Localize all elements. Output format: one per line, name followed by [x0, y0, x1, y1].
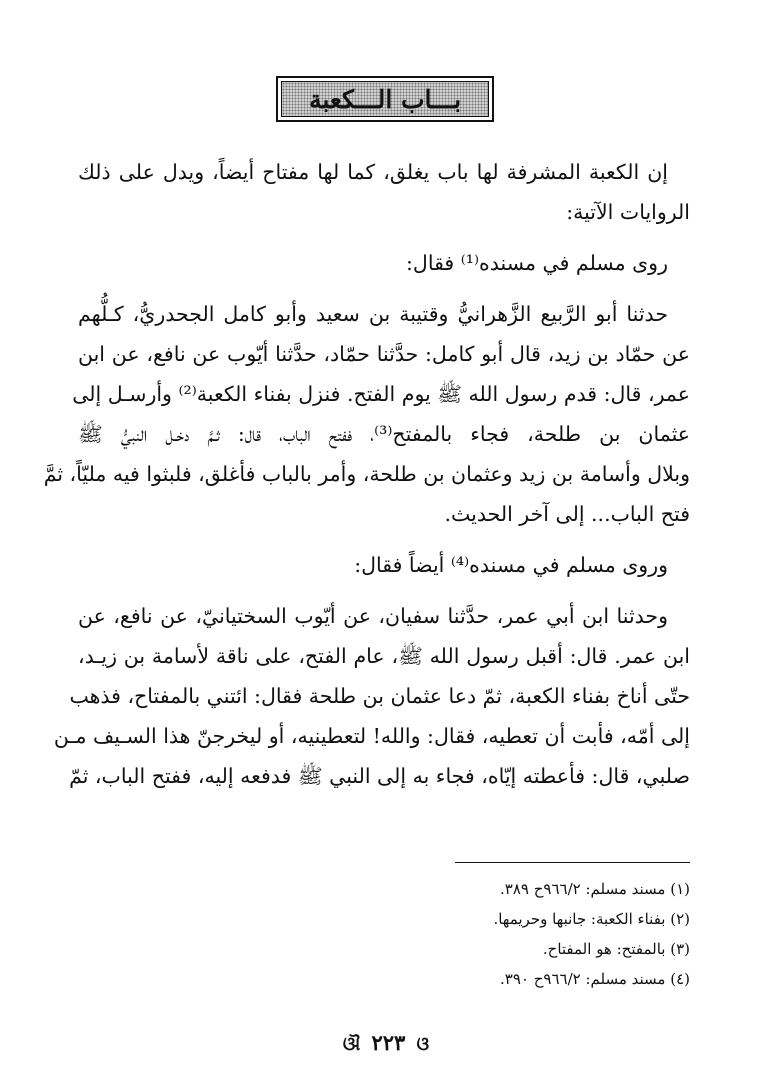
footnote-item: (٤) مسند مسلم: ٩٦٦/٢ح ٣٩٠.	[500, 970, 690, 988]
text-line: عن حمّاد بن زيد، قال أبو كامل: حدَّثنا حمّاد، حدَّثنا أيّوب عن نافع، عن ابن	[78, 342, 690, 366]
text-line: الروايات الآتية:	[566, 200, 690, 224]
text-line: روى مسلم في مسنده⁽¹⁾ فقال:	[406, 251, 668, 275]
chapter-title: بـــاب الـــكعبة	[281, 81, 489, 117]
ornament-icon: ଔ	[342, 1034, 361, 1055]
text-line: إن الكعبة المشرفة لها باب يغلق، كما لها مفتاح أيضاً، ويدل على ذلك	[78, 160, 668, 184]
text-line: صلبي، قال: فأعطته إيّاه، فجاء به إلى النبي ﷺ فدفعه إليه، ففتح الباب، ثمّ	[69, 764, 690, 788]
page-number: ٢٢٣	[371, 1030, 406, 1055]
text-line: وروى مسلم في مسنده⁽⁴⁾ أيضاً فقال:	[354, 553, 668, 577]
page-number-area	[0, 1030, 772, 1055]
text-line: حتّى أناخ بفناء الكعبة، ثمّ دعا عثمان بن طلحة فقال: ائتني بالمفتاح، فذهب	[69, 684, 690, 708]
text-line: وحدثنا ابن أبي عمر، حدَّثنا سفيان، عن أيّوب السختيانيّ، عن نافع، عن	[78, 604, 668, 628]
text-line: وبلال وأسامة بن زيد وعثمان بن طلحة، وأمر بالباب فأغلق، فلبثوا فيه مليّاً، ثمَّ	[43, 462, 690, 486]
text-line: عثمان بن طلحة، فجاء بالمفتح⁽³⁾، ففتح الباب، قال: ثـمَّ دخـل النبيُّ ﷺ	[78, 422, 690, 446]
footnote-item: (٢) بفناء الكعبة: جانبها وحريمها.	[493, 910, 690, 928]
footnote-item: (٣) بالمفتح: هو المفتاح.	[542, 940, 690, 958]
text-line: فتح الباب... إلى آخر الحديث.	[444, 502, 690, 526]
text-line: ابن عمر. قال: أقبل رسول الله ﷺ، عام الفتح، على ناقة لأسامة بن زيـد،	[78, 644, 690, 668]
ornament-icon: ଓ	[416, 1034, 430, 1055]
footnote-item: (١) مسند مسلم: ٩٦٦/٢ح ٣٨٩.	[500, 880, 690, 898]
text-line: إلى أمّه، فأبت أن تعطيه، فقال: والله! لتعطينيه، أو ليخرجنّ هذا السـيف مـن	[53, 724, 690, 748]
text-line: حدثنا أبو الرَّبيع الزَّهرانيُّ وقتيبة بن سعيد وأبو كامل الجحدريُّ، كـلُّهم	[78, 302, 668, 326]
main-text	[43, 152, 690, 796]
text-line: عمر، قال: قدم رسول الله ﷺ يوم الفتح. فنزل بفناء الكعبة⁽²⁾ وأرسـل إلى	[72, 382, 690, 406]
footnote-separator	[455, 862, 690, 863]
chapter-title-frame	[276, 76, 494, 122]
footnotes	[78, 874, 690, 994]
